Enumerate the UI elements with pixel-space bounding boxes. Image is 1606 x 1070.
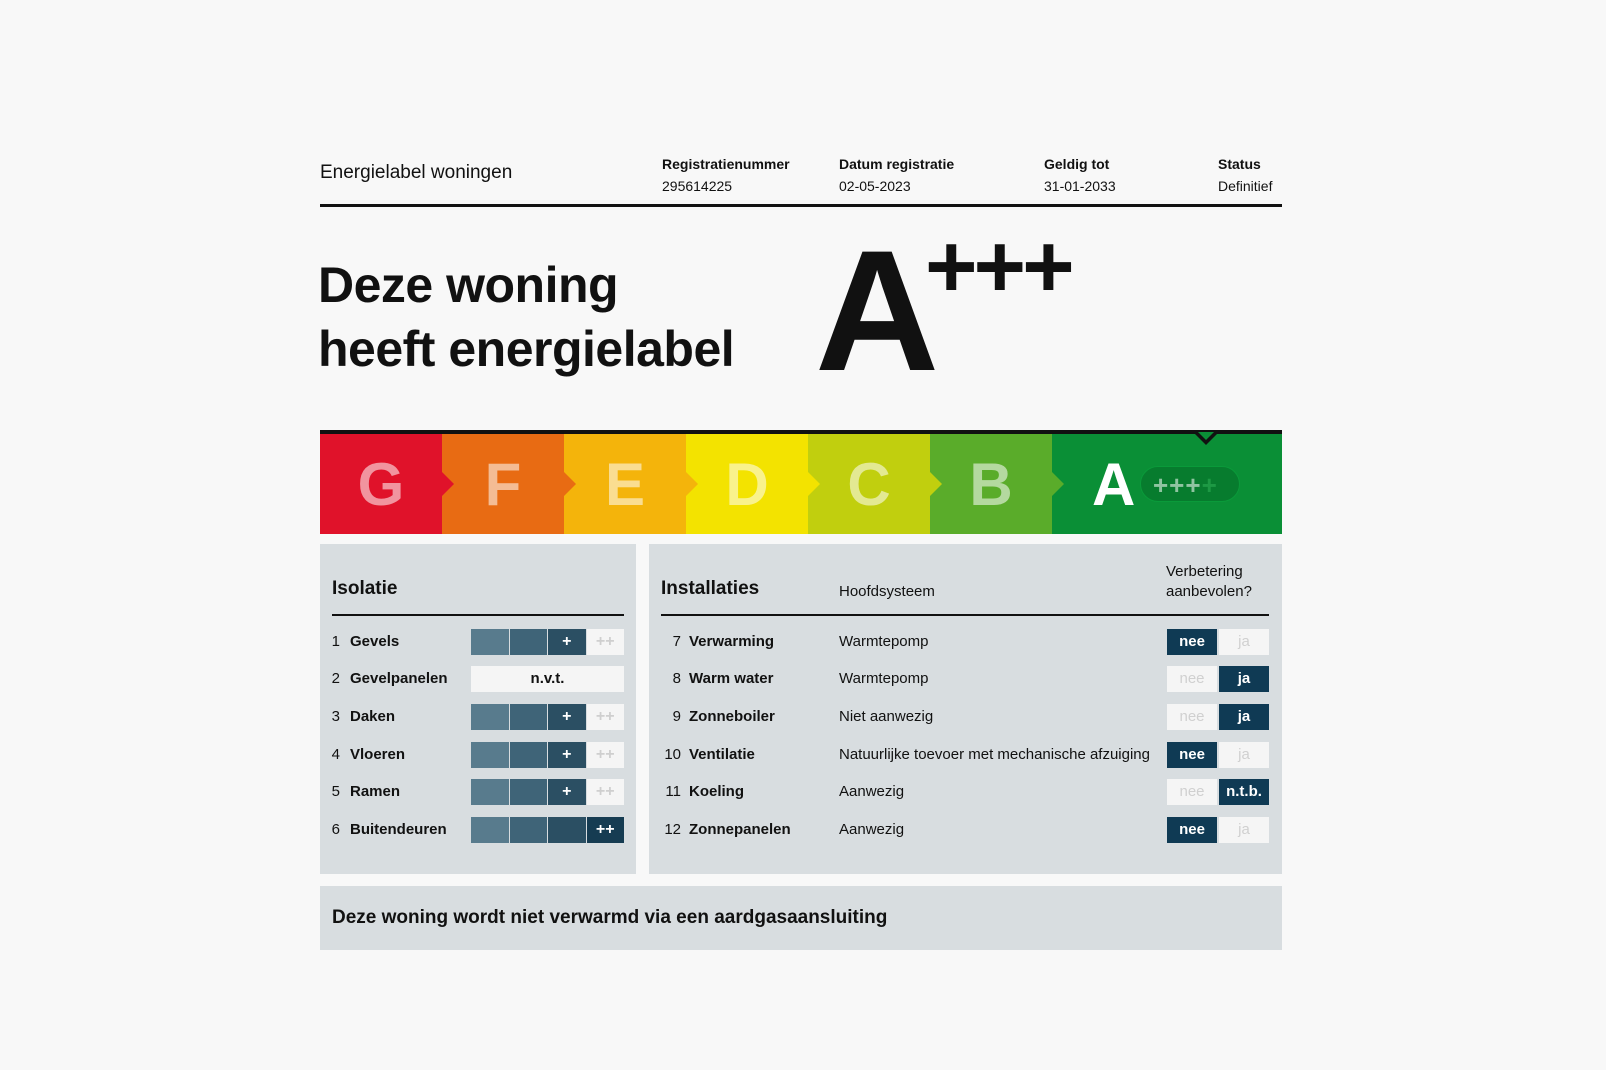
level-cell xyxy=(510,779,548,805)
col-hoofdsysteem: Hoofdsysteem xyxy=(839,583,935,600)
hoofdsysteem-value: Aanwezig xyxy=(839,821,905,838)
headline xyxy=(318,253,734,381)
toggle-ja: ja xyxy=(1219,704,1269,730)
installatie-label: Ventilatie xyxy=(689,746,755,763)
level-cell: + xyxy=(548,704,586,730)
energy-scale xyxy=(320,430,1282,534)
headline-line-1: Deze woning xyxy=(318,257,619,313)
active-label-pill: ++++ xyxy=(1140,466,1240,502)
toggle-ja: ja xyxy=(1219,817,1269,843)
toggle-ja: n.t.b. xyxy=(1219,779,1269,805)
meta-registration-number: Registratienummer 295614225 xyxy=(662,156,790,194)
recommendation-toggle xyxy=(1167,817,1269,843)
recommendation-toggle xyxy=(1167,629,1269,655)
hoofdsysteem-value: Aanwezig xyxy=(839,783,905,800)
footer-note: Deze woning wordt niet verwarmd via een aardgasaansluiting xyxy=(320,886,1282,950)
installaties-title: Installaties xyxy=(661,578,760,599)
recommendation-toggle xyxy=(1167,666,1269,692)
installaties-panel xyxy=(649,544,1282,874)
level-cell: ++ xyxy=(587,779,625,805)
level-cell: ++ xyxy=(587,629,625,655)
installatie-label: Verwarming xyxy=(689,633,775,650)
document-title: Energielabel woningen xyxy=(320,162,513,183)
installatie-row: 7 Verwarming Warmtepomp nee ja xyxy=(649,629,1282,655)
hoofdsysteem-value: Warmtepomp xyxy=(839,633,929,650)
level-cell xyxy=(471,629,509,655)
toggle-ja: ja xyxy=(1219,742,1269,768)
installatie-row: 11 Koeling Aanwezig nee n.t.b. xyxy=(649,779,1282,805)
level-cell xyxy=(471,742,509,768)
isolatie-row: 2 Gevelpanelen n.v.t. xyxy=(320,666,636,692)
scale-segment-a: A ++++ xyxy=(1052,434,1282,534)
isolatie-title: Isolatie xyxy=(332,578,398,599)
installatie-label: Zonneboiler xyxy=(689,708,775,725)
meta-status: Status Definitief xyxy=(1218,156,1273,194)
toggle-nee: nee xyxy=(1167,779,1217,805)
toggle-ja: ja xyxy=(1219,666,1269,692)
col-verbetering: Verbetering aanbevolen? xyxy=(1166,563,1252,600)
recommendation-toggle xyxy=(1167,742,1269,768)
document-header xyxy=(320,148,1282,207)
installatie-row: 10 Ventilatie Natuurlijke toevoer met mechanische afzuiging nee ja xyxy=(649,742,1282,768)
energy-label-plus: +++ xyxy=(925,217,1071,317)
isolatie-row: 4 Vloeren + ++ xyxy=(320,742,636,768)
level-cell: ++ xyxy=(587,704,625,730)
installatie-row: 8 Warm water Warmtepomp nee ja xyxy=(649,666,1282,692)
level-cell: + xyxy=(548,629,586,655)
level-cell xyxy=(510,742,548,768)
insulation-level-bar xyxy=(471,779,624,805)
scale-segment-e: E xyxy=(564,434,686,534)
scale-segment-c: C xyxy=(808,434,930,534)
level-cell xyxy=(471,704,509,730)
installatie-row: 9 Zonneboiler Niet aanwezig nee ja xyxy=(649,704,1282,730)
isolatie-label: Gevels xyxy=(350,633,400,650)
hoofdsysteem-value: Warmtepomp xyxy=(839,670,929,687)
level-cell xyxy=(510,817,548,843)
toggle-nee: nee xyxy=(1167,817,1217,843)
installatie-label: Zonnepanelen xyxy=(689,821,791,838)
installatie-label: Koeling xyxy=(689,783,744,800)
toggle-nee: nee xyxy=(1167,629,1217,655)
scale-segment-b: B xyxy=(930,434,1052,534)
level-cell xyxy=(471,779,509,805)
isolatie-row: 6 Buitendeuren ++ xyxy=(320,817,636,843)
toggle-nee: nee xyxy=(1167,666,1217,692)
isolatie-label: Daken xyxy=(350,708,396,725)
hoofdsysteem-value: Niet aanwezig xyxy=(839,708,934,725)
scale-segment-f: F xyxy=(442,434,564,534)
isolatie-row: 1 Gevels + ++ xyxy=(320,629,636,655)
toggle-nee: nee xyxy=(1167,742,1217,768)
insulation-level-bar xyxy=(471,704,624,730)
isolatie-label: Buitendeuren xyxy=(350,821,447,838)
scale-segment-g: G xyxy=(320,434,442,534)
level-cell: + xyxy=(548,779,586,805)
level-cell xyxy=(471,817,509,843)
meta-valid-until: Geldig tot 31-01-2033 xyxy=(1044,156,1116,194)
insulation-level-bar xyxy=(471,742,624,768)
recommendation-toggle xyxy=(1167,704,1269,730)
installatie-row: 12 Zonnepanelen Aanwezig nee ja xyxy=(649,817,1282,843)
energy-label-letter: A xyxy=(815,215,940,407)
not-applicable-box: n.v.t. xyxy=(471,666,624,692)
installatie-label: Warm water xyxy=(689,670,774,687)
isolatie-label: Ramen xyxy=(350,783,401,800)
isolatie-row: 5 Ramen + ++ xyxy=(320,779,636,805)
hoofdsysteem-value: Natuurlijke toevoer met mechanische afzuiging xyxy=(839,746,1150,763)
level-cell: ++ xyxy=(587,742,625,768)
toggle-ja: ja xyxy=(1219,629,1269,655)
level-cell: ++ xyxy=(587,817,625,843)
isolatie-panel xyxy=(320,544,636,874)
scale-segment-d: D xyxy=(686,434,808,534)
level-cell: + xyxy=(548,742,586,768)
insulation-level-bar xyxy=(471,817,624,843)
level-cell xyxy=(510,704,548,730)
isolatie-label: Vloeren xyxy=(350,746,406,763)
level-cell xyxy=(548,817,586,843)
recommendation-toggle xyxy=(1167,779,1269,805)
toggle-nee: nee xyxy=(1167,704,1217,730)
level-cell xyxy=(510,629,548,655)
insulation-level-bar xyxy=(471,629,624,655)
isolatie-label: Gevelpanelen xyxy=(350,670,448,687)
isolatie-row: 3 Daken + ++ xyxy=(320,704,636,730)
headline-line-2: heeft energielabel xyxy=(318,321,735,377)
meta-registration-date: Datum registratie 02-05-2023 xyxy=(839,156,955,194)
